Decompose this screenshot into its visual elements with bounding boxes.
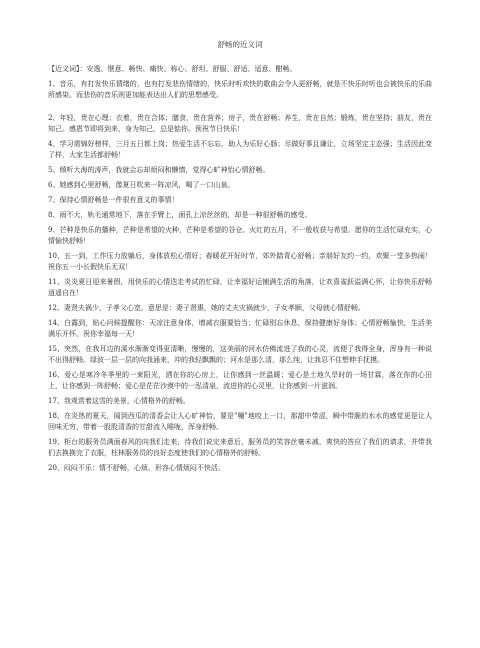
example-14: 14、白露到，贴心问候提醒你：天凉注意身体，增减衣服要恰当；忙碌别忘休息，保持健康好身体；心情舒畅愉快，生活美满乐开怀。祝你幸福每一天！ (48, 319, 432, 338)
example-1: 1、音乐，有打发快乐情绪的，也有打发悲伤情绪的，快乐时听欢快的歌曲会令人更舒畅，就是不快乐时听也会被快乐的乐曲所感染。而悲伤的音乐则更加能表达出人们的思想感受。 (48, 80, 432, 99)
example-8: 8、雨不大，轨毛通常地下，落在手臂上，面孔上凉丝丝的，却是一种很舒畅的感受。 (48, 211, 312, 219)
example-2: 2、年轻，贵在心理；衣着，贵在合体；膳食，贵在营养；房子，贵在舒畅；养生，贵在自然；锻炼，贵在坚持；朋友，贵在知己。感恩节即将到来，身为知己，总是惦你。预祝节日快乐！ (48, 114, 432, 133)
example-4: 4、学习需锦好榜样，三月五日都上岗；热爱生活不忘忘，助人为乐好心肠；尽做好事且谦让，立场坚定主态强；生活因此变了样，大家生活都舒畅！ (48, 140, 432, 159)
example-18: 18、在炎热的夏天，闻到西瓜的清香会让人心旷神怡，要是"嘣"地咬上一口，那甜中带涩，瞬中带脆的水水的感觉更是让人回味无穷，带着一股股清香的甘甜流入喉咙，浑身舒畅。 (48, 412, 432, 431)
example-11: 11、炎炎夏日迎来暑假，用快乐的心情迭走考试的忙碌，让幸福好运铺满生活的角落，让欢喜雀跃溢满心怀，让你快乐舒畅逍遥自在！ (48, 278, 432, 297)
example-15: 15、突然，在我耳边的溪水渐渐变得更清晰，慢慢的，这美丽的河水仿佛流进了我的心灵，流便了我得全身，浑身有一种说不出得舒畅。绿波一层一层的向我涌来，冲的我轻飘飘的；河水是那么清，那么纯，让我忍不住想伸手抚摸。 (48, 345, 432, 364)
example-9: 9、芒种是快乐的播种，芒种是希望的火种，芒种是希望的谷仓。火红的五月，不一般收获与希望。愿你的生活忙碌充实，心情愉快舒畅！ (48, 226, 432, 245)
example-6: 6、她感到心里舒畅，像夏日吹来一阵凉风，喝了一口山泉。 (48, 181, 235, 189)
synonym-list: 【近义词】：安逸、惬意、畅快、痛快、称心、舒坦、舒服、舒适、适意、酣畅。 (48, 65, 297, 73)
example-20: 20、闷闷不乐：情不舒畅，心烦。形容心情烦闷不快活。 (48, 464, 225, 472)
example-16: 16、爱心是寒冷冬季里的一束阳光，洒在你的心房上，让你感到一丝温暖；爱心是土地久旱时的一场甘霖，落在你的心田上，让你感到一阵舒畅；爱心是茫茫沙漠中的一泓清泉，流进你的心灵里，让你感到一片滋润。 (48, 371, 432, 390)
example-10: 10、五一到，工作压力放躺后，身体放松心情好；春暖花开好时节，郊外踏青心舒畅；亲朋好友约一约，欢聚一堂多热闹！祝你五一小长假快乐无双！ (48, 252, 432, 271)
example-19: 19、柜台的服务员满面春风的向我们走来，待我们说完来意后，服务员的笑容丝毫未减，爽快的答应了我们的请求，并带我们去换换完了衣服，柱林服务员的良好态度使我们的心情格外的舒畅。 (48, 438, 432, 457)
example-12: 12、妻贤夫祸少，子孝父心宽。意思是：妻子贤惠，她的丈夫灾祸就少，子女孝顺，父母就心情舒畅。 (48, 304, 365, 312)
example-5: 5、倾听大海的涛声，我就会忘却烦闷和懒惰，觉得心旷神怡心情舒畅。 (48, 166, 270, 174)
example-17: 17、我观赏着这雪的美景，心情格外的舒畅。 (48, 397, 190, 405)
document-title: 舒畅的近义词 (217, 40, 263, 49)
example-7: 7、保持心情舒畅是一件很有意义的事情！ (48, 196, 179, 204)
